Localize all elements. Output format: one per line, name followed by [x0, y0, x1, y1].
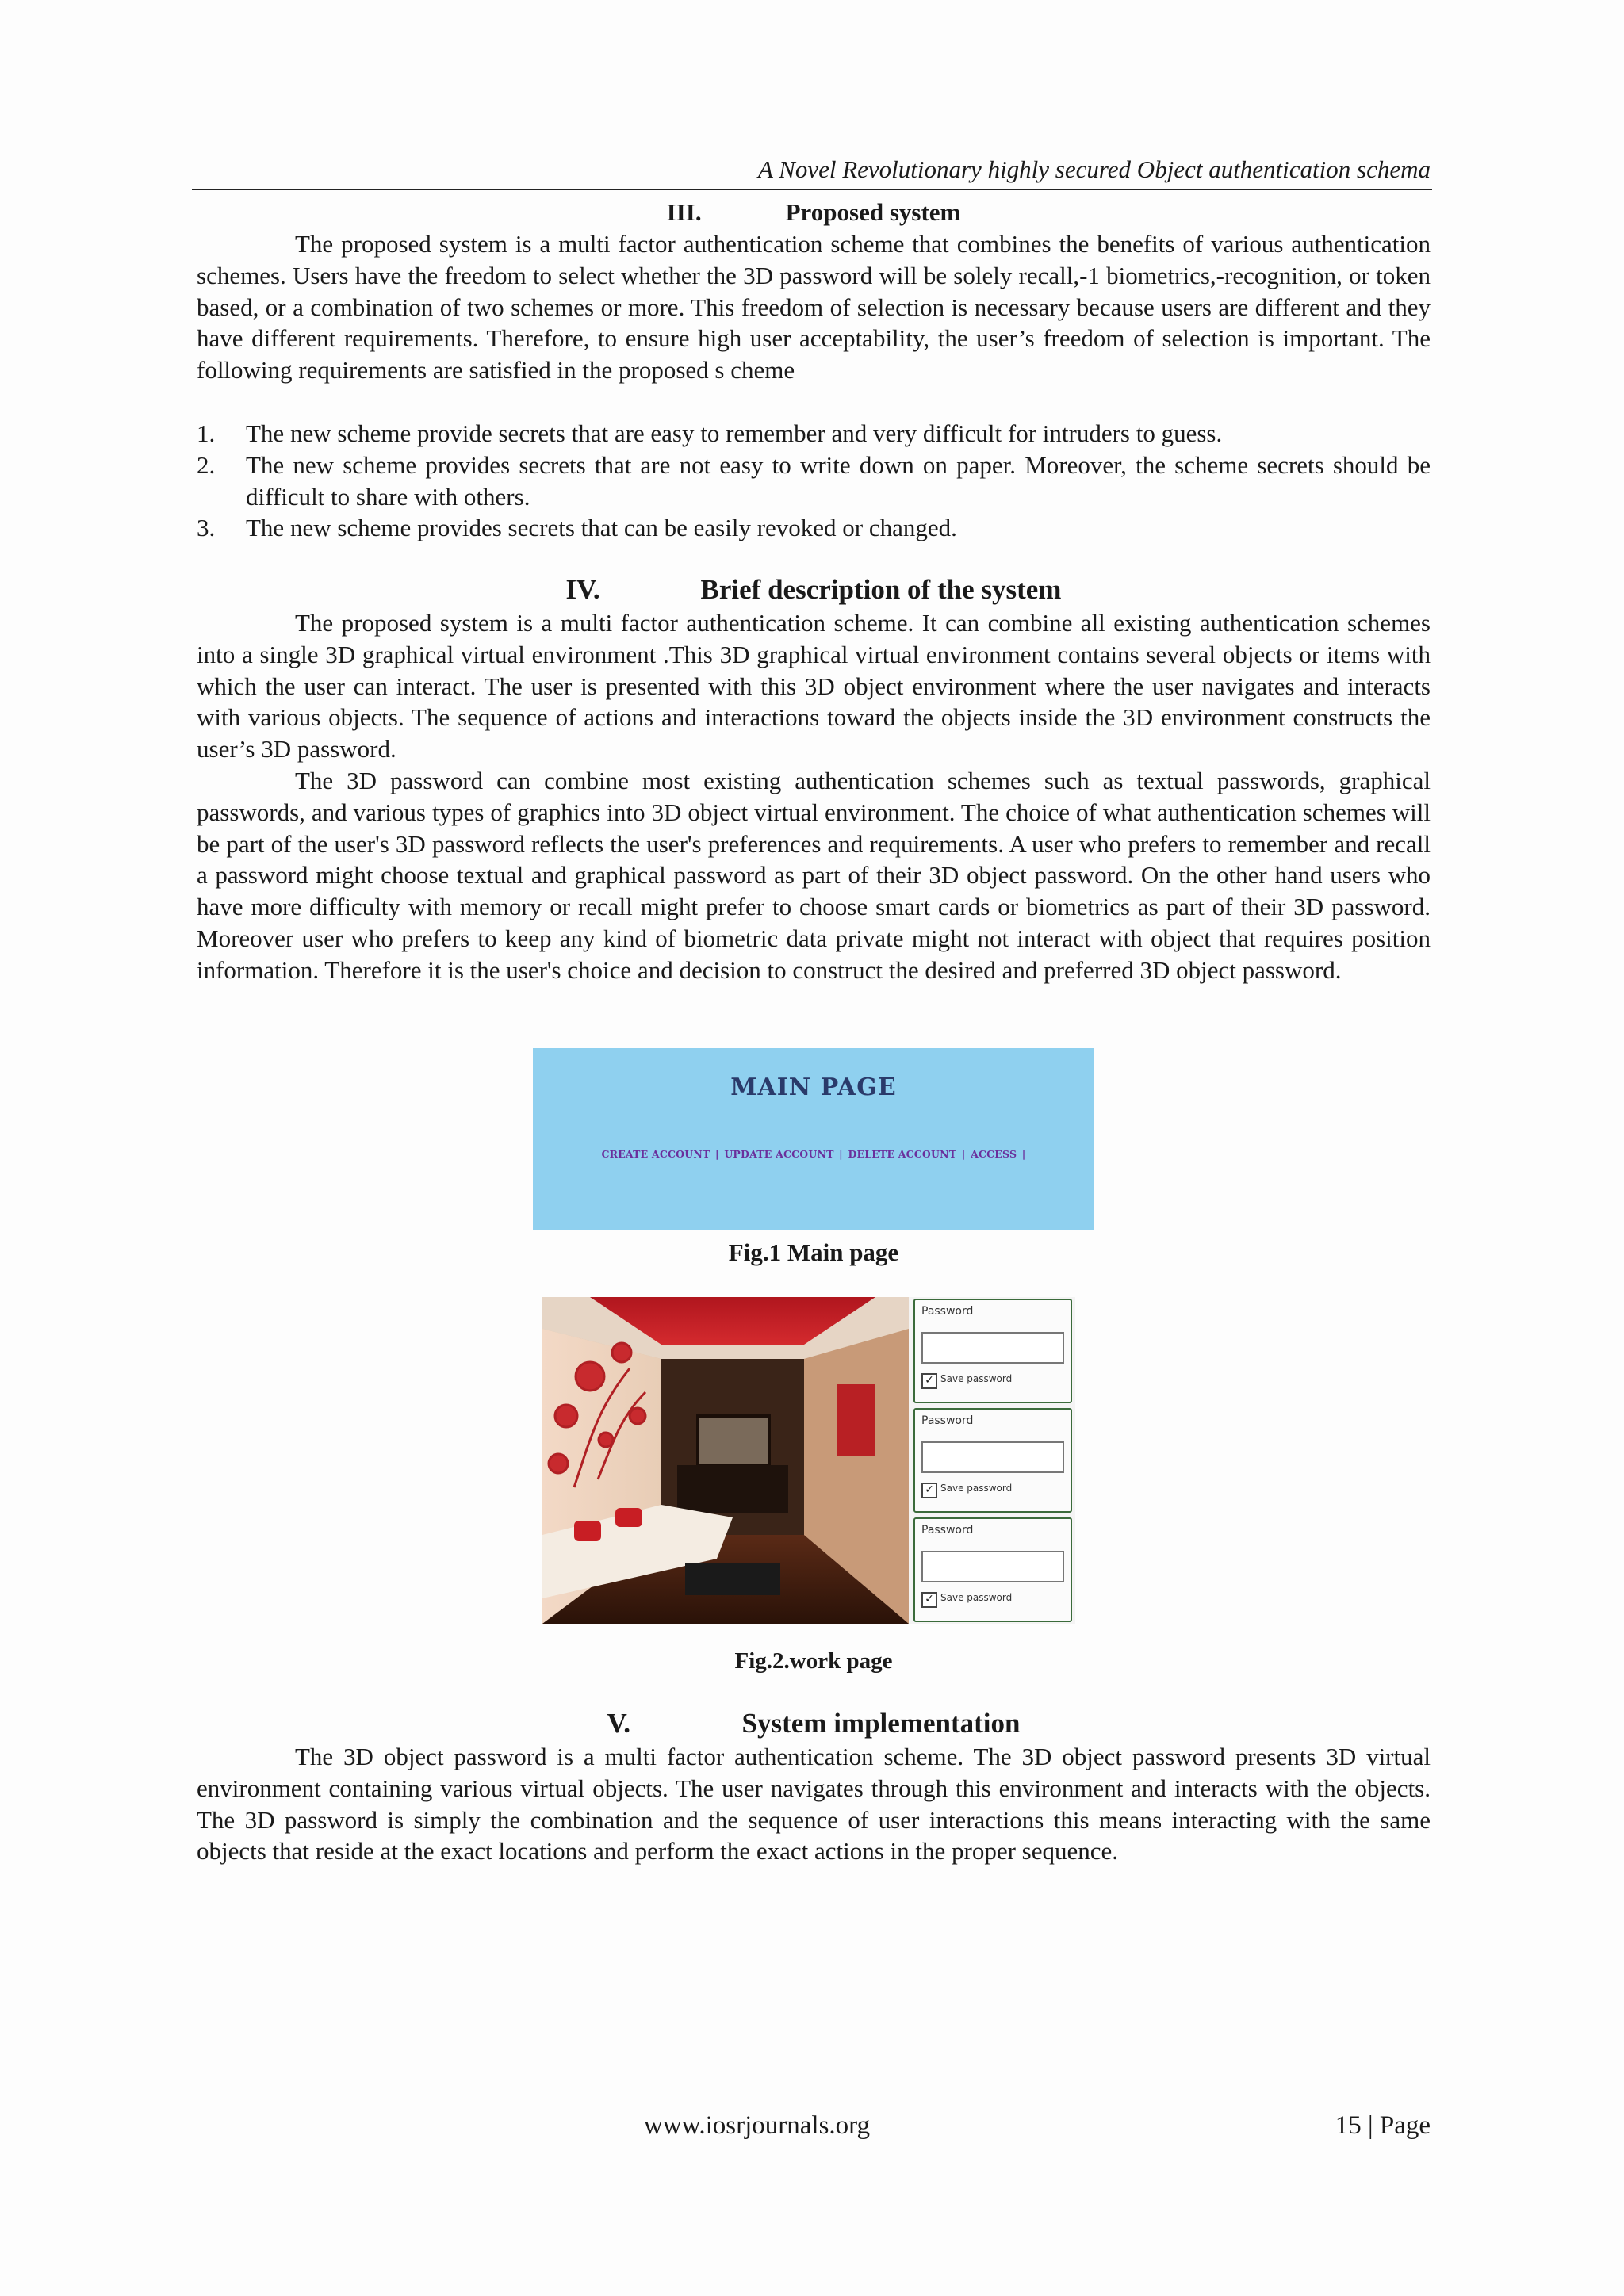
section4-heading [197, 572, 1431, 607]
list-item [197, 512, 1431, 544]
footer-url: www.iosrjournals.org [644, 2111, 871, 2140]
nav-link-create-account: CREATE ACCOUNT [601, 1148, 710, 1160]
header-rule [192, 189, 1432, 190]
requirements-list [197, 418, 1431, 544]
figure2-caption: Fig.2.work page [734, 1648, 893, 1674]
nav-separator: | [1021, 1148, 1026, 1160]
password-field [921, 1441, 1064, 1473]
section5-paragraph: The 3D object password is a multi factor authentication scheme. The 3D object password presents 3D virtual environment containing various virtual objects. The user navigates through this environment and interacts with the objects. The 3D password is simply the combination and the sequence of user interactions this means interacting with the same objects that reside at the exact locations and perform the exact actions in the proper sequence. [197, 1743, 1431, 1866]
nav-link-update-account: UPDATE ACCOUNT [724, 1148, 834, 1160]
figure1-main-page-screenshot [533, 1048, 1094, 1230]
main-page-nav [533, 1148, 1094, 1160]
nav-separator: | [715, 1148, 719, 1160]
list-text: The new scheme provides secrets that are not easy to write down on paper. Moreover, the scheme secrets should be difficult to share with others. [246, 450, 1431, 511]
room-scene-image [542, 1297, 909, 1624]
main-page-title: MAIN PAGE [730, 1073, 897, 1101]
password-box [914, 1408, 1072, 1513]
section5-title: System implementation [741, 1708, 1021, 1739]
password-panels [909, 1297, 1075, 1624]
save-password-label: Save password [940, 1592, 1013, 1603]
password-label: Password [921, 1414, 974, 1427]
figure2-work-page-screenshot [542, 1297, 1075, 1624]
checkbox-checked-icon: ✓ [921, 1592, 937, 1608]
save-password-label: Save password [940, 1373, 1013, 1384]
list-text: The new scheme provide secrets that are easy to remember and very difficult for intruders to guess. [246, 419, 1223, 447]
section4-paragraph1: The proposed system is a multi factor authentication scheme. It can combine all existing authentication schemes into a single 3D graphical virtual environment .This 3D graphical virtual environment contains several objects or items with which the user can interact. The user is presented with this 3D object environment where the user navigates and interacts with various objects. The sequence of actions and interactions toward the objects inside the 3D environment constructs the user’s 3D password. [197, 609, 1431, 763]
password-label: Password [921, 1305, 974, 1318]
password-box [914, 1517, 1072, 1622]
list-text: The new scheme provides secrets that can be easily revoked or changed. [246, 514, 957, 542]
list-number: 3. [197, 514, 216, 542]
section4-number: IV. [565, 574, 600, 605]
password-field [921, 1332, 1064, 1364]
section4-paragraph2: The 3D password can combine most existing authentication schemes such as textual passwords, graphical passwords, and various types of graphics into 3D object virtual environment. The choice of what authentication schemes will be part of the user's 3D password reflects the user's preferences and requirements. A user who prefers to remember and recall a password might choose textual and graphical password as part of their 3D object password. On the other hand users who have more difficulty with memory or recall might prefer to choose smart cards or biometrics as part of their 3D password. Moreover user who prefers to keep any kind of biometric data private might not interact with object that requires position information. Therefore it is the user's choice and decision to construct the desired and preferred 3D object password. [197, 767, 1431, 984]
list-item [197, 418, 1431, 450]
nav-separator: | [839, 1148, 843, 1160]
section3-title: Proposed system [785, 198, 961, 226]
running-title: A Novel Revolutionary highly secured Object authentication schema [758, 155, 1431, 183]
nav-link-access: ACCESS [971, 1148, 1017, 1160]
save-password-label: Save password [940, 1483, 1013, 1494]
footer-page-number: 15 | Page [1335, 2111, 1431, 2140]
section5-number: V. [607, 1708, 631, 1739]
nav-separator: | [961, 1148, 966, 1160]
section3-paragraph: The proposed system is a multi factor authentication scheme that combines the benefits of various authentication schemes. Users have the freedom to select whether the 3D password will be solely recall,-1 biometrics,-recognition, or token based, or a combination of two schemes or more. This freedom of selection is necessary because users are different and they have different requirements. Therefore, to ensure high user acceptability, the user’s freedom of selection is important. The following requirements are satisfied in the proposed s cheme [197, 230, 1431, 385]
section3-number: III. [666, 198, 702, 226]
list-number: 1. [197, 419, 216, 447]
nav-link-delete-account: DELETE ACCOUNT [848, 1148, 957, 1160]
checkbox-checked-icon: ✓ [921, 1373, 937, 1389]
password-field [921, 1551, 1064, 1582]
password-label: Password [921, 1524, 974, 1536]
checkbox-checked-icon: ✓ [921, 1483, 937, 1498]
list-number: 2. [197, 450, 216, 479]
figure1-caption: Fig.1 Main page [728, 1238, 899, 1266]
password-box [914, 1299, 1072, 1403]
section5-heading [197, 1706, 1431, 1741]
list-item [197, 450, 1431, 513]
section4-title: Brief description of the system [700, 574, 1062, 605]
section3-heading [197, 197, 1431, 228]
